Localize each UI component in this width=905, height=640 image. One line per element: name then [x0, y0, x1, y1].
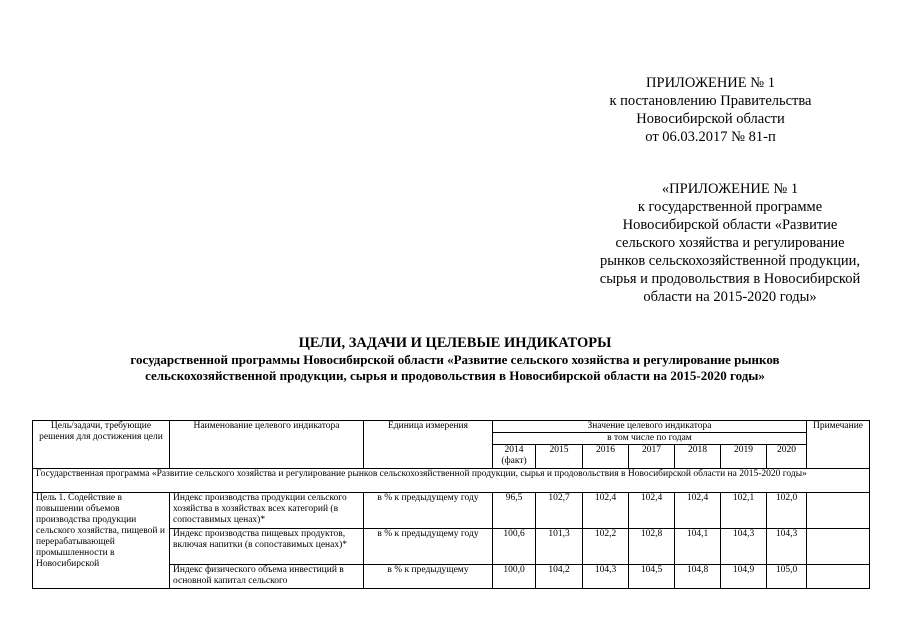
indicator-unit: в % к предыдущему году	[364, 529, 493, 565]
value-cell: 102,8	[629, 529, 675, 565]
header-year: 2020	[767, 445, 807, 469]
header-year: 2016	[583, 445, 629, 469]
value-cell: 102,4	[675, 493, 721, 529]
header-indicator: Наименование целевого индикатора	[170, 421, 364, 469]
header-year: 2019	[721, 445, 767, 469]
appendix-line: Новосибирской области «Развитие	[622, 217, 838, 233]
value-cell: 104,2	[536, 565, 583, 589]
value-cell: 104,3	[767, 529, 807, 565]
appendix-header-resolution	[588, 74, 833, 146]
program-name-cell: Государственная программа «Развитие сельского хозяйства и регулирование рынков сельскохозяйственной продукции, сырья и продовольствия в Новосибирской области на 2015-2020 годы»	[33, 469, 870, 493]
appendix-line: «ПРИЛОЖЕНИЕ № 1	[661, 181, 799, 197]
indicator-name: Индекс производства пищевых продуктов, включая напитки (в сопоставимых ценах)*	[170, 529, 364, 565]
indicator-name: Индекс производства продукции сельского хозяйства в хозяйствах всех категорий (в сопоставимых ценах)*	[170, 493, 364, 529]
value-cell: 104,1	[675, 529, 721, 565]
value-cell: 101,3	[536, 529, 583, 565]
document-title	[40, 335, 870, 384]
header-year: 2017	[629, 445, 675, 469]
indicator-name: Индекс физического объема инвестиций в основной капитал сельского	[170, 565, 364, 589]
value-cell: 100,0	[493, 565, 536, 589]
appendix-line: сельского хозяйства и регулирование	[615, 235, 845, 251]
value-cell: 104,8	[675, 565, 721, 589]
value-cell: 104,3	[583, 565, 629, 589]
header-goal: Цель/задачи, требующие решения для достижения цели	[33, 421, 170, 469]
appendix-line: рынков сельскохозяйственной продукции,	[600, 253, 860, 269]
title-line-3: сельскохозяйственной продукции, сырья и продовольствия в Новосибирской области на 2015-2020 годы»	[145, 368, 765, 383]
goal-cell: Цель 1. Содействие в повышении объемов производства продукции сельского хозяйства, пищевой и перерабатывающей промышленности в Новосибирской	[33, 493, 170, 589]
value-cell: 102,0	[767, 493, 807, 529]
program-row	[33, 469, 870, 493]
appendix-line: области на 2015-2020 годы»	[643, 289, 817, 305]
appendix-line: к государственной программе	[637, 199, 823, 215]
value-cell: 102,1	[721, 493, 767, 529]
indicators-table	[32, 420, 870, 589]
appendix-line: к постановлению Правительства	[609, 93, 812, 109]
note-cell	[807, 493, 870, 529]
header-year: 2015	[536, 445, 583, 469]
value-cell: 102,2	[583, 529, 629, 565]
appendix-line: от 06.03.2017 № 81-п	[645, 129, 776, 145]
header-note: Примечание	[807, 421, 870, 469]
value-cell: 100,6	[493, 529, 536, 565]
header-year: 2014 (факт)	[493, 445, 536, 469]
note-cell	[807, 565, 870, 589]
appendix-line: ПРИЛОЖЕНИЕ № 1	[646, 75, 775, 91]
indicator-unit: в % к предыдущему	[364, 565, 493, 589]
header-row	[33, 421, 870, 433]
title-line-2: государственной программы Новосибирской области «Развитие сельского хозяйства и регулирование рынков	[130, 352, 780, 367]
value-cell: 102,4	[629, 493, 675, 529]
value-cell: 102,4	[583, 493, 629, 529]
appendix-line: сырья и продовольствия в Новосибирской	[599, 271, 861, 287]
header-value: Значение целевого индикатора	[493, 421, 807, 433]
indicator-unit: в % к предыдущему году	[364, 493, 493, 529]
value-cell: 104,3	[721, 529, 767, 565]
value-cell: 96,5	[493, 493, 536, 529]
appendix-line: Новосибирской области	[636, 111, 785, 127]
header-by-year: в том числе по годам	[493, 433, 807, 445]
table-row	[33, 493, 870, 529]
value-cell: 104,5	[629, 565, 675, 589]
header-unit: Единица измерения	[364, 421, 493, 469]
header-year: 2018	[675, 445, 721, 469]
appendix-header-program	[585, 180, 875, 306]
value-cell: 105,0	[767, 565, 807, 589]
value-cell: 102,7	[536, 493, 583, 529]
value-cell: 104,9	[721, 565, 767, 589]
note-cell	[807, 529, 870, 565]
title-line-main: ЦЕЛИ, ЗАДАЧИ И ЦЕЛЕВЫЕ ИНДИКАТОРЫ	[298, 335, 612, 351]
